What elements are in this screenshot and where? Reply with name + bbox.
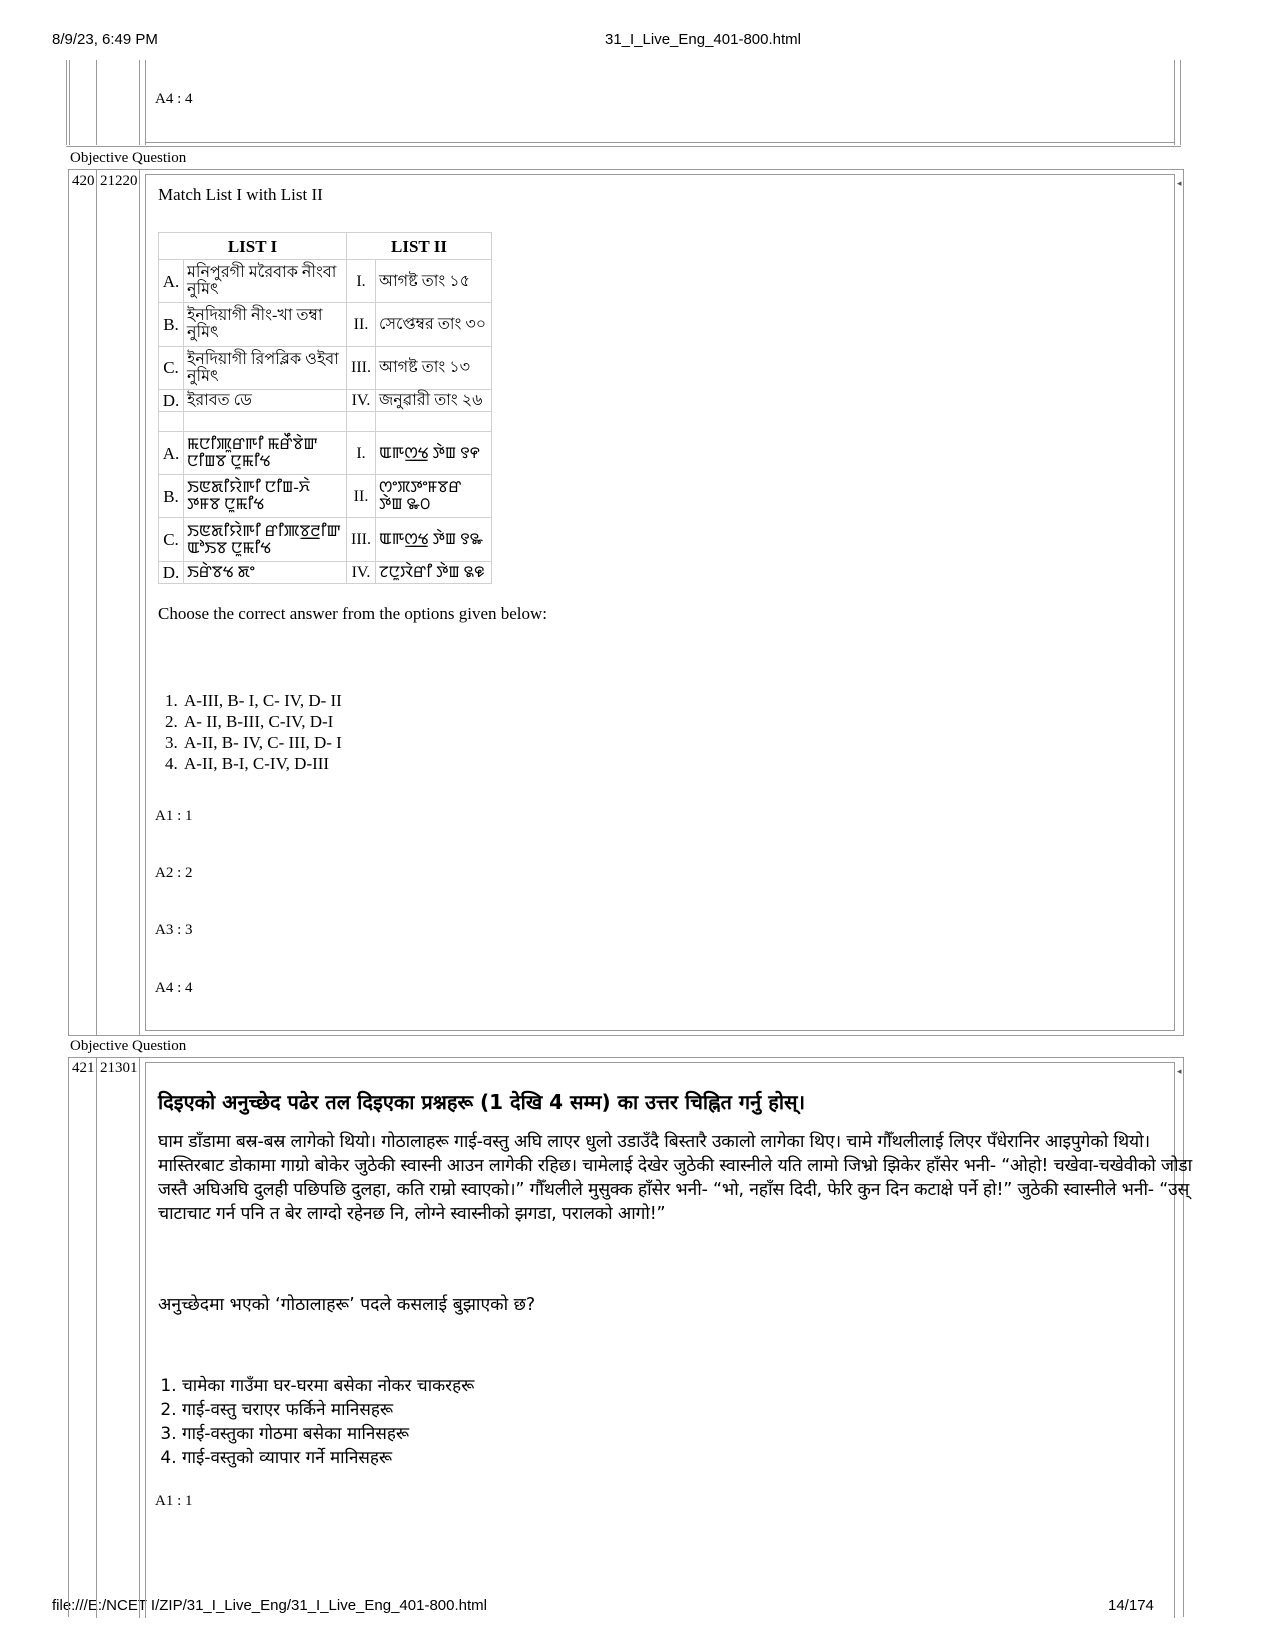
list-2-item: সেপ্তেম্বর তাং ৩০	[375, 303, 491, 346]
list-1-item: ꯃꯅꯤꯄꯨꯔꯒꯤ ꯃꯔꯩꯕꯥꯛ ꯅꯤꯡꯕ ꯅꯨꯃꯤꯠ	[184, 432, 347, 475]
print-datetime: 8/9/23, 6:49 PM	[52, 31, 158, 48]
row-key: A.	[159, 432, 184, 475]
row-roman: II.	[346, 475, 375, 518]
question-instruction: Choose the correct answer from the options given below:	[158, 604, 548, 623]
answer-2: A2 : 2	[155, 865, 193, 881]
list-1-item: ইরাবত ডে	[184, 389, 347, 411]
list-2-item: জনুৱারী তাং ২৬	[375, 389, 491, 411]
list-2-item: ꯁꯦꯞꯇꯦꯝꯕꯔ ꯇꯥꯡ ꯳꯰	[375, 475, 491, 518]
list-2-item: ꯑꯒꯁ꯭ꯠ ꯇꯥꯡ ꯱꯵	[375, 432, 491, 475]
list-2-header: LIST II	[346, 233, 491, 260]
table-row	[159, 561, 492, 583]
options-list	[158, 690, 342, 774]
table-row	[159, 303, 492, 346]
table-spacer-row	[159, 412, 492, 432]
table-row	[159, 260, 492, 303]
answer-1: A1 : 1	[155, 1493, 193, 1509]
options-list	[158, 1374, 474, 1470]
print-page-number: 14/174	[1108, 1597, 1154, 1614]
row-roman: III.	[346, 346, 375, 389]
scroll-marker-icon: ◂	[1177, 1066, 1182, 1076]
list-1-item: ꯏꯔꯥꯕꯠ ꯗꯦ	[184, 561, 347, 583]
list-1-item: মনিপুরগী মরৈবাক নীংবা নুমিৎ	[184, 260, 347, 303]
option-item: 3. A-II, B- IV, C- III, D- I	[182, 732, 342, 753]
question-id: 21301	[100, 1060, 138, 1076]
question-number: 420	[72, 173, 95, 189]
passage-instruction: दिइएको अनुच्छेद पढेर तल दिइएका प्रश्नहरू (1 देखि 4 सम्म) का उत्तर चिह्नित गर्नु होस्।	[158, 1090, 806, 1114]
row-roman: IV.	[346, 389, 375, 411]
list-2-item: আগষ্ট তাং ১৫	[375, 260, 491, 303]
print-title: 31_I_Live_Eng_401-800.html	[605, 31, 801, 48]
list-1-item: ইনদিয়াগী রিপব্লিক ওইবা নুমিৎ	[184, 346, 347, 389]
row-roman: IV.	[346, 561, 375, 583]
row-key: D.	[159, 561, 184, 583]
row-key: B.	[159, 303, 184, 346]
prev-answer-4: A4 : 4	[155, 91, 193, 107]
row-roman: II.	[346, 303, 375, 346]
question-prompt: Match List I with List II	[158, 185, 323, 204]
option-item: 4. A-II, B-I, C-IV, D-III	[182, 753, 342, 774]
list-2-item: ꯖꯅꯨꯋꯥꯔꯤ ꯇꯥꯡ ꯲꯶	[375, 561, 491, 583]
row-key: C.	[159, 346, 184, 389]
question-type-label: Objective Question	[70, 150, 187, 166]
row-key: B.	[159, 475, 184, 518]
list-1-item: ইনদিয়াগী নীং-খা তম্বা নুমিৎ	[184, 303, 347, 346]
list-2-item: ꯑꯒꯁ꯭ꯠ ꯇꯥꯡ ꯱꯳	[375, 518, 491, 561]
match-table	[158, 232, 492, 584]
list-1-item: ꯏꯟꯗꯤꯌꯥꯒꯤ ꯅꯤꯡ-ꯈꯥ ꯇꯝꯕ ꯅꯨꯃꯤꯠ	[184, 475, 347, 518]
option-item: 1. चामेका गाउँमा घर-घरमा बसेका नोकर चाकरहरू	[182, 1374, 474, 1398]
question-id: 21220	[100, 173, 138, 189]
option-item: 2. A- II, B-III, C-IV, D-I	[182, 711, 342, 732]
answer-1: A1 : 1	[155, 808, 193, 824]
row-key: A.	[159, 260, 184, 303]
list-1-header: LIST I	[159, 233, 347, 260]
list-2-item: আগষ্ট তাং ১৩	[375, 346, 491, 389]
row-roman: III.	[346, 518, 375, 561]
answer-3: A3 : 3	[155, 922, 193, 938]
option-item: 4. गाई-वस्तुको व्यापार गर्ने मानिसहरू	[182, 1446, 474, 1470]
option-item: 1. A-III, B- I, C- IV, D- II	[182, 690, 342, 711]
option-item: 2. गाई-वस्तु चराएर फर्किने मानिसहरू	[182, 1398, 474, 1422]
row-key: D.	[159, 389, 184, 411]
question-number: 421	[72, 1060, 95, 1076]
answer-4: A4 : 4	[155, 980, 193, 996]
table-row	[159, 346, 492, 389]
table-row	[159, 432, 492, 475]
table-row	[159, 518, 492, 561]
row-roman: I.	[346, 432, 375, 475]
print-file-path: file:///E:/NCET I/ZIP/31_I_Live_Eng/31_I_Live_Eng_401-800.html	[52, 1597, 487, 1614]
scroll-marker-icon: ◂	[1177, 178, 1182, 188]
question-type-label: Objective Question	[70, 1038, 187, 1054]
row-roman: I.	[346, 260, 375, 303]
table-row	[159, 389, 492, 411]
passage-text: घाम डाँडामा बस्र-बस्र लागेको थियो। गोठालाहरू गाई-वस्तु अघि लाएर धुलो उडाउँदै बिस्तारै उकालो लागेका थिए। चामे गौँथलीलाई लिएर पँधेरानिर आइपुगेको थियो। मास्तिरबाट डोकामा गाग्रो बोकेर जुठेकी स्वास्नी आउन लागेकी रहिछ। चामेलाई देखेर जुठेकी स्वास्नीले यति लामो जिभ्रो झिकेर हाँसेर भनी- “ओहो! चखेवा-चखेवीको जोडा जस्तै अघिअघि दुलही पछिपछि दुलहा, कति राम्रो स्वाएको।” गौँथलीले मुसुक्क हाँसेर भनी- “भो, नहाँस दिदी, फेरि कुन दिन कटाक्षे पर्ने हो!” जुठेकी स्वास्नीले भनी- “उस् चाटाचाट गर्न पनि त बेर लाग्दो रहेनछ नि, लोग्ने स्वास्नीको झगडा, परालको आगो!”	[158, 1132, 1193, 1224]
list-1-item: ꯏꯟꯗꯤꯌꯥꯒꯤ ꯔꯤꯄꯕ꯭ꯂꯤꯛ ꯑꯣꯏꯕ ꯅꯨꯃꯤꯠ	[184, 518, 347, 561]
option-item: 3. गाई-वस्तुका गोठमा बसेका मानिसहरू	[182, 1422, 474, 1446]
row-key: C.	[159, 518, 184, 561]
question-prompt: अनुच्छेदमा भएको ‘गोठालाहरू’ पदले कसलाई बुझाएको छ?	[158, 1295, 536, 1315]
table-row	[159, 475, 492, 518]
